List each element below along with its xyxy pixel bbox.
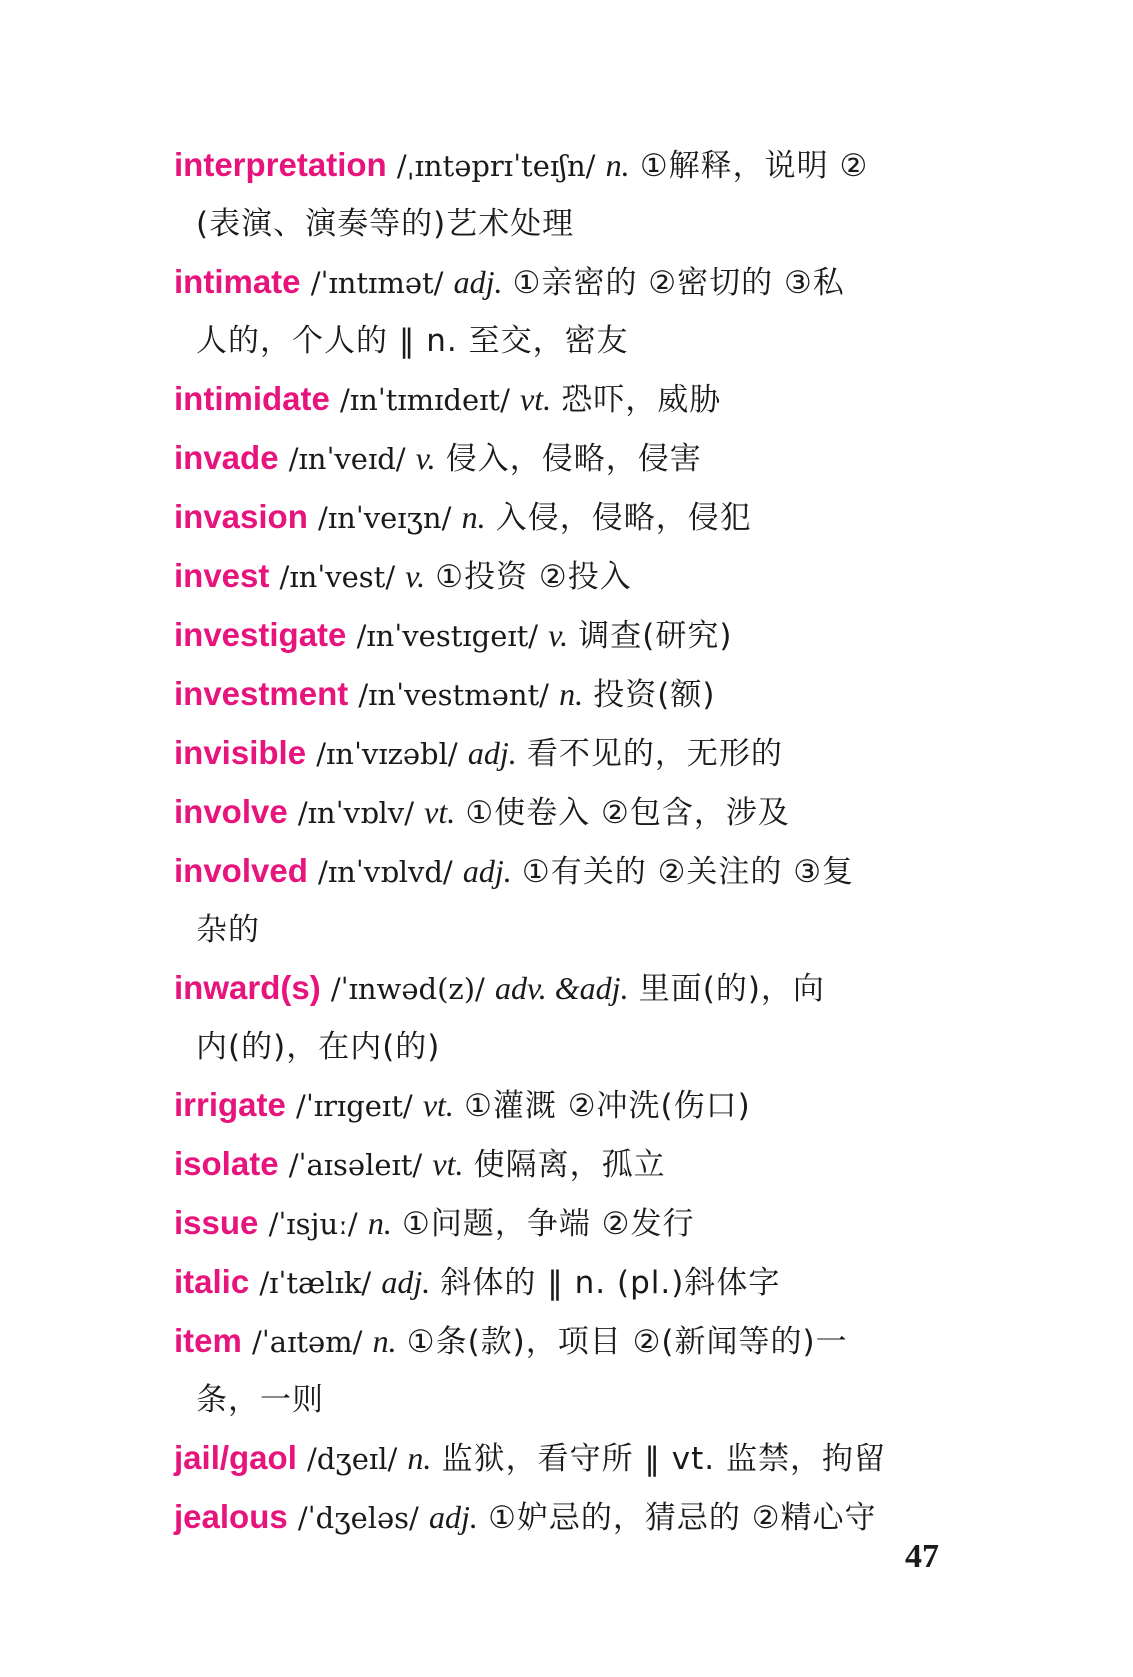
- phonetic: /ˈɪnwəd(z)/: [330, 972, 485, 1006]
- headword: jail/gaol: [174, 1439, 297, 1476]
- entry-intimidate: [174, 370, 974, 429]
- part-of-speech: vt.: [520, 381, 552, 417]
- part-of-speech: vt.: [432, 1146, 464, 1182]
- headword: issue: [174, 1204, 259, 1241]
- part-of-speech: n.: [605, 147, 630, 183]
- dictionary-page: [174, 136, 974, 1547]
- entry-line: [174, 606, 974, 665]
- entry-line: [174, 724, 974, 783]
- part-of-speech: vt.: [424, 794, 456, 830]
- entry-invisible: [174, 724, 974, 783]
- definition: 入侵，侵略，侵犯: [495, 500, 752, 536]
- definition: 看不见的，无形的: [526, 736, 783, 772]
- entry-line: [174, 665, 974, 724]
- phonetic: /ˈaɪtəm/: [252, 1325, 363, 1359]
- headword: invasion: [174, 498, 308, 535]
- entry-line: [174, 1135, 974, 1194]
- phonetic: /ˈɪntɪmət/: [310, 266, 444, 300]
- definition: ①有关的 ②关注的 ③复: [521, 854, 855, 890]
- headword: invisible: [174, 734, 307, 771]
- headword: item: [174, 1322, 242, 1359]
- definition: ①问题，争端 ②发行: [402, 1206, 695, 1242]
- entry-inwards: [174, 959, 974, 1076]
- entry-investigate: [174, 606, 974, 665]
- definition-continued: 内(的)，在内(的): [196, 1029, 441, 1065]
- definition: ①使卷入 ②包含，涉及: [465, 795, 790, 831]
- headword: involve: [174, 793, 288, 830]
- headword: invade: [174, 439, 279, 476]
- definition: ①条(款)，项目 ②(新闻等的)一: [406, 1324, 848, 1360]
- page-number: 47: [905, 1538, 939, 1575]
- definition: ①亲密的 ②密切的 ③私: [512, 265, 845, 301]
- entry-item: [174, 1312, 974, 1429]
- definition: 投资(额): [593, 677, 716, 713]
- headword: isolate: [174, 1145, 279, 1182]
- phonetic: /ɪnˈtɪmɪdeɪt/: [340, 383, 510, 417]
- definition: ①投资 ②投入: [435, 559, 632, 595]
- entry-line: [174, 1253, 974, 1312]
- definition: 斜体的 ‖ n. (pl.)斜体字: [440, 1265, 781, 1301]
- entry-line: [174, 842, 974, 901]
- entry-intimate: [174, 253, 974, 370]
- headword: italic: [174, 1263, 250, 1300]
- entry-invade: [174, 429, 974, 488]
- part-of-speech: n.: [372, 1323, 397, 1359]
- part-of-speech: vt.: [422, 1087, 454, 1123]
- definition: ①解释，说明 ②: [639, 148, 869, 184]
- part-of-speech: n.: [367, 1205, 392, 1241]
- definition: 监狱，看守所 ‖ vt. 监禁，拘留: [441, 1441, 886, 1477]
- phonetic: /ɪnˈvɪzəbl/: [316, 737, 458, 771]
- phonetic: /ɪˈtælɪk/: [259, 1266, 372, 1300]
- definition: 侵入，侵略，侵害: [445, 441, 702, 477]
- phonetic: /ˈɪrɪgeɪt/: [296, 1089, 413, 1123]
- entry-jealous: [174, 1488, 974, 1547]
- definition-continued: 杂的: [196, 912, 260, 948]
- definition: 调查(研究): [578, 618, 733, 654]
- entry-line: [174, 1312, 974, 1371]
- definition: ①妒忌的，猜忌的 ②精心守: [488, 1500, 877, 1536]
- headword: invest: [174, 557, 270, 594]
- headword: intimate: [174, 263, 301, 300]
- phonetic: /ˈdʒeləs/: [297, 1501, 419, 1535]
- phonetic: /dʒeɪl/: [307, 1442, 398, 1476]
- headword: interpretation: [174, 146, 387, 183]
- definition-continued: 人的，个人的 ‖ n. 至交，密友: [196, 323, 629, 359]
- part-of-speech: adj.: [381, 1264, 431, 1300]
- entry-line: [174, 1194, 974, 1253]
- entry-line: [174, 1076, 974, 1135]
- entry-italic: [174, 1253, 974, 1312]
- headword: investment: [174, 675, 349, 712]
- phonetic: /ɪnˈvest/: [279, 560, 396, 594]
- part-of-speech: v.: [548, 617, 569, 653]
- part-of-speech: n.: [461, 499, 486, 535]
- headword: intimidate: [174, 380, 330, 417]
- definition-continued: 条，一则: [196, 1382, 324, 1418]
- part-of-speech: adj.: [453, 264, 503, 300]
- entry-line: [174, 547, 974, 606]
- part-of-speech: adj.: [467, 735, 517, 771]
- entry-invest: [174, 547, 974, 606]
- definition: 里面(的)，向: [638, 971, 825, 1007]
- part-of-speech: adj.: [429, 1499, 478, 1535]
- definition-continued: (表演、演奏等的)艺术处理: [196, 206, 575, 242]
- entry-line: [174, 136, 974, 195]
- entry-jail: [174, 1429, 974, 1488]
- entry-involved: [174, 842, 974, 959]
- part-of-speech: adv. &adj.: [494, 970, 629, 1006]
- entry-interpretation: [174, 136, 974, 253]
- definition: 恐吓，威胁: [561, 382, 722, 418]
- definition: ①灌溉 ②冲洗(伤口): [464, 1088, 751, 1124]
- entry-line: [174, 1488, 974, 1547]
- entry-line: [174, 783, 974, 842]
- headword: jealous: [174, 1498, 288, 1535]
- entry-irrigate: [174, 1076, 974, 1135]
- part-of-speech: v.: [415, 440, 436, 476]
- phonetic: /ɪnˈvɒlvd/: [318, 855, 453, 889]
- phonetic: /ˈaɪsəleɪt/: [288, 1148, 423, 1182]
- phonetic: /ˌɪntəprɪˈteɪʃn/: [396, 149, 596, 183]
- entry-isolate: [174, 1135, 974, 1194]
- entry-line: [174, 1429, 974, 1488]
- headword: irrigate: [174, 1086, 286, 1123]
- entry-invasion: [174, 488, 974, 547]
- entry-line: [174, 429, 974, 488]
- part-of-speech: adj.: [462, 853, 512, 889]
- headword: inward(s): [174, 969, 321, 1006]
- entry-line: [174, 488, 974, 547]
- entry-line: [174, 253, 974, 312]
- part-of-speech: v.: [405, 558, 426, 594]
- part-of-speech: n.: [559, 676, 584, 712]
- entry-issue: [174, 1194, 974, 1253]
- headword: investigate: [174, 616, 347, 653]
- entry-investment: [174, 665, 974, 724]
- phonetic: /ɪnˈveɪʒn/: [318, 501, 452, 535]
- phonetic: /ɪnˈvɒlv/: [297, 796, 414, 830]
- phonetic: /ˈɪsjuː/: [268, 1207, 358, 1241]
- part-of-speech: n.: [407, 1440, 432, 1476]
- definition: 使隔离，孤立: [473, 1147, 666, 1183]
- entry-involve: [174, 783, 974, 842]
- phonetic: /ɪnˈvestɪgeɪt/: [356, 619, 539, 653]
- entry-line: [174, 959, 974, 1018]
- entry-line: [174, 370, 974, 429]
- headword: involved: [174, 852, 308, 889]
- phonetic: /ɪnˈvestmənt/: [358, 678, 549, 712]
- phonetic: /ɪnˈveɪd/: [288, 442, 406, 476]
